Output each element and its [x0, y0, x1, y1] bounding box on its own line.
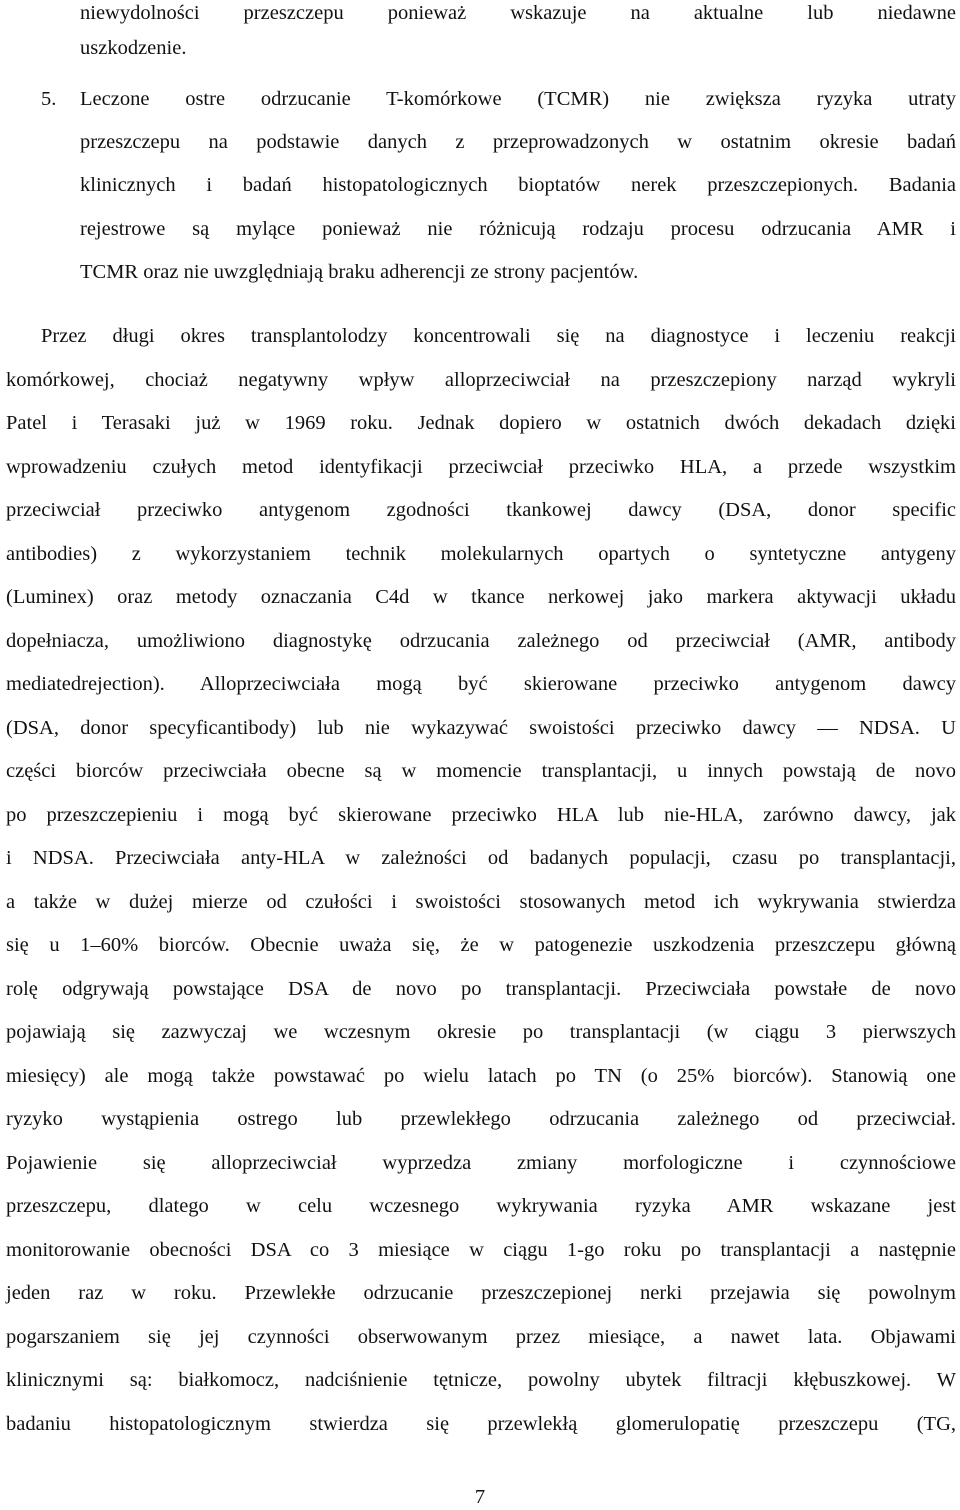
- paragraph-line-8: dopełniacza, umożliwiono diagnostykę odrzucania zależnego od przeciwciał (AMR, antibody: [6, 630, 956, 652]
- paragraph-line-11: części biorców przeciwciała obecne są w momencie transplantacji, u innych powstają de novo: [6, 760, 956, 782]
- paragraph-line-17: pojawiają się zazwyczaj we wczesnym okresie po transplantacji (w ciągu 3 pierwszych: [6, 1021, 956, 1043]
- item5-line-2: przeszczepu na podstawie danych z przeprowadzonych w ostatnim okresie badań: [80, 131, 956, 153]
- paragraph-line-13: i NDSA. Przeciwciała anty-HLA w zależności od badanych populacji, czasu po transplantacji,: [6, 847, 956, 869]
- paragraph-line-15: się u 1–60% biorców. Obecnie uważa się, że w patogenezie uszkodzenia przeszczepu główną: [6, 934, 956, 956]
- paragraph-line-1: Przez długi okres transplantolodzy koncentrowali się na diagnostyce i leczeniu reakcji: [41, 325, 956, 347]
- paragraph-line-14: a także w dużej mierze od czułości i swoistości stosowanych metod ich wykrywania stwierdza: [6, 891, 956, 913]
- paragraph-line-19: ryzyko wystąpienia ostrego lub przewlekłego odrzucania zależnego od przeciwciał.: [6, 1108, 956, 1130]
- paragraph-line-9: mediatedrejection). Alloprzeciwciała mogą być skierowane przeciwko antygenom dawcy: [6, 673, 956, 695]
- paragraph-line-22: monitorowanie obecności DSA co 3 miesiące w ciągu 1-go roku po transplantacji a następnie: [6, 1239, 956, 1261]
- item4-line-1: niewydolności przeszczepu ponieważ wskazuje na aktualne lub niedawne: [80, 2, 956, 24]
- paragraph-line-12: po przeszczepieniu i mogą być skierowane przeciwko HLA lub nie-HLA, zarówno dawcy, jak: [6, 804, 956, 826]
- paragraph-line-21: przeszczepu, dlatego w celu wczesnego wykrywania ryzyka AMR wskazane jest: [6, 1195, 956, 1217]
- item5-line-5: TCMR oraz nie uwzględniają braku adherencji ze strony pacjentów.: [80, 261, 639, 283]
- paragraph-line-24: pogarszaniem się jej czynności obserwowanym przez miesiące, a nawet lata. Objawami: [6, 1326, 956, 1348]
- paragraph-line-20: Pojawienie się alloprzeciwciał wyprzedza zmiany morfologiczne i czynnościowe: [6, 1152, 956, 1174]
- paragraph-line-5: przeciwciał przeciwko antygenom zgodności tkankowej dawcy (DSA, donor specific: [6, 499, 956, 521]
- paragraph-line-2: komórkowej, chociaż negatywny wpływ alloprzeciwciał na przeszczepiony narząd wykryli: [6, 369, 956, 391]
- paragraph-line-7: (Luminex) oraz metody oznaczania C4d w tkance nerkowej jako markera aktywacji układu: [6, 586, 956, 608]
- paragraph-line-26: badaniu histopatologicznym stwierdza się przewlekłą glomerulopatię przeszczepu (TG,: [6, 1413, 956, 1435]
- paragraph-line-6: antibodies) z wykorzystaniem technik molekularnych opartych o syntetyczne antygeny: [6, 543, 956, 565]
- item4-line-2: uszkodzenie.: [80, 37, 187, 59]
- item5-number: 5.: [41, 88, 57, 110]
- item5-line-4: rejestrowe są mylące ponieważ nie różnicują rodzaju procesu odrzucania AMR i: [80, 218, 956, 240]
- paragraph-line-3: Patel i Terasaki już w 1969 roku. Jednak dopiero w ostatnich dwóch dekadach dzięki: [6, 412, 956, 434]
- item5-line-3: klinicznych i badań histopatologicznych bioptatów nerek przeszczepionych. Badania: [80, 174, 956, 196]
- paragraph-line-4: wprowadzeniu czułych metod identyfikacji przeciwciał przeciwko HLA, a przede wszystkim: [6, 456, 956, 478]
- paragraph-line-18: miesięcy) ale mogą także powstawać po wielu latach po TN (o 25% biorców). Stanowią one: [6, 1065, 956, 1087]
- paragraph-line-16: rolę odgrywają powstające DSA de novo po transplantacji. Przeciwciała powstałe de novo: [6, 978, 956, 1000]
- paragraph-line-23: jeden raz w roku. Przewlekłe odrzucanie przeszczepionej nerki przejawia się powolnym: [6, 1282, 956, 1304]
- paragraph-line-25: klinicznymi są: białkomocz, nadciśnienie tętnicze, powolny ubytek filtracji kłębuszkowej. W: [6, 1369, 956, 1391]
- paragraph-line-10: (DSA, donor specyficantibody) lub nie wykazywać swoistości przeciwko dawcy — NDSA. U: [6, 717, 956, 739]
- item5-line-1: Leczone ostre odrzucanie T-komórkowe (TCMR) nie zwiększa ryzyka utraty: [80, 88, 956, 110]
- page-number: 7: [474, 1486, 486, 1508]
